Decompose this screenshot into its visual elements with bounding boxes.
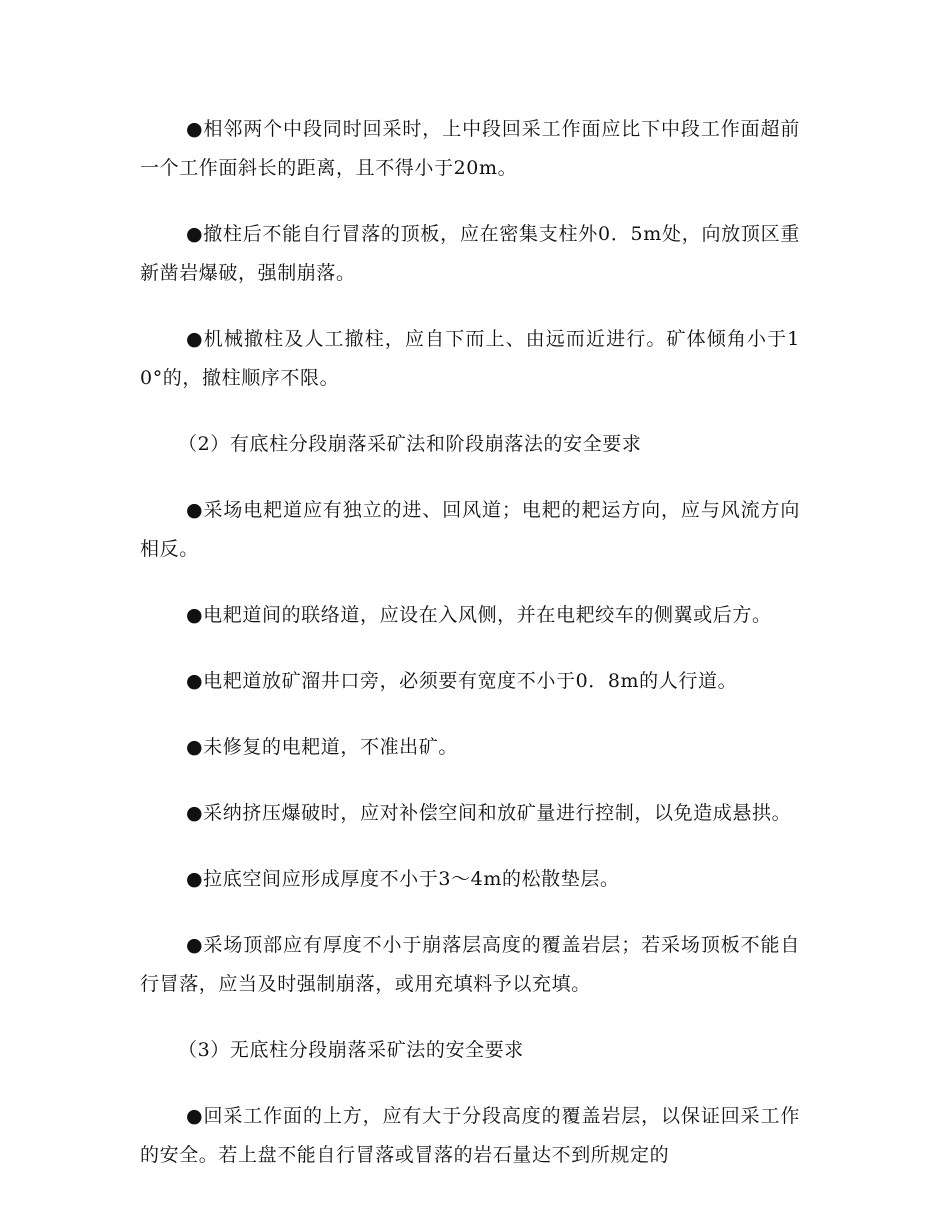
section-heading: （3）无底柱分段崩落采矿法的安全要求: [178, 1039, 524, 1061]
paragraph-bullet: ●相邻两个中段同时回采时，上中段回采工作面应比下中段工作面超前一个工作面斜长的距离，且不得小于20m。: [140, 118, 800, 179]
paragraph-bullet: ●采场电耙道应有独立的进、回风道；电耙的耙运方向，应与风流方向相反。: [140, 499, 800, 560]
section-heading: （2）有底柱分段崩落采矿法和阶段崩落法的安全要求: [178, 433, 642, 455]
document-body: [140, 110, 800, 1202]
paragraph-bullet: ●电耙道放矿溜井口旁，必须要有宽度不小于0．8m的人行道。: [186, 670, 738, 692]
paragraph-bullet: ●拉底空间应形成厚度不小于3～4m的松散垫层。: [186, 868, 620, 890]
paragraph-bullet: ●采场顶部应有厚度不小于崩落层高度的覆盖岩层；若采场顶板不能自行冒落，应当及时强制崩落，或用充填料予以充填。: [140, 934, 800, 995]
paragraph-bullet: ●采纳挤压爆破时，应对补偿空间和放矿量进行控制，以免造成悬拱。: [186, 802, 792, 824]
paragraph-bullet: ●未修复的电耙道，不准出矿。: [186, 736, 458, 758]
paragraph-bullet: ●机械撤柱及人工撤柱，应自下而上、由远而近进行。矿体倾角小于10°的，撤柱顺序不限。: [140, 328, 800, 389]
paragraph-bullet: ●撤柱后不能自行冒落的顶板，应在密集支柱外0．5m处，向放顶区重新凿岩爆破，强制崩落。: [140, 223, 800, 284]
paragraph-bullet: ●电耙道间的联络道，应设在入风侧，并在电耙绞车的侧翼或后方。: [186, 604, 772, 626]
paragraph-bullet: ●回采工作面的上方，应有大于分段高度的覆盖岩层，以保证回采工作的安全。若上盘不能自行冒落或冒落的岩石量达不到所规定的: [140, 1105, 800, 1166]
